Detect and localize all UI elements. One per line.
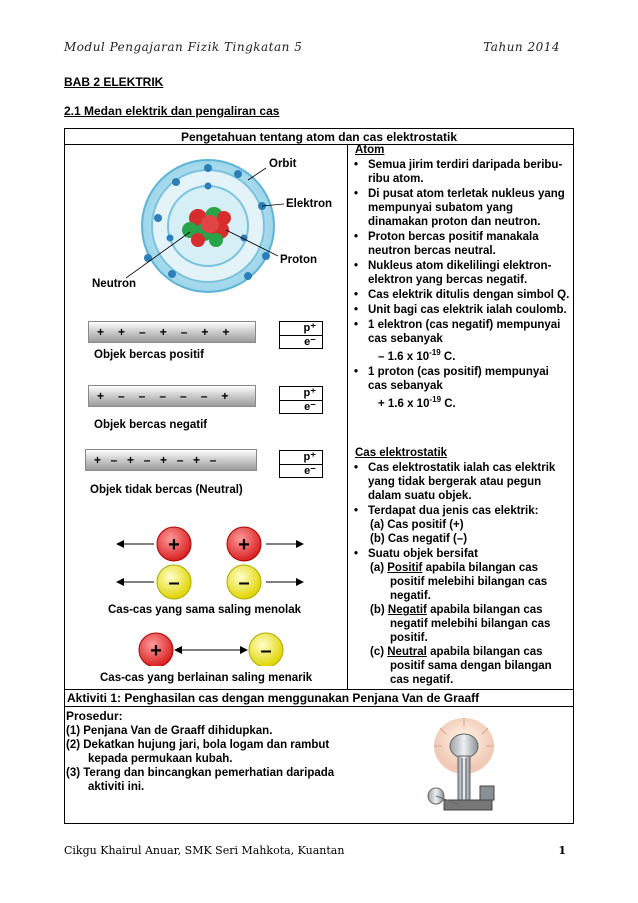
orbit-pointer — [248, 168, 266, 180]
atom-bullets — [352, 158, 570, 412]
list-item: • Cas elektrik ditulis dengan simbol Q. — [352, 288, 570, 302]
plus-sign: + — [238, 534, 250, 556]
orbit-label: Orbit — [269, 158, 297, 170]
list-item: • Proton bercas positif manakala neutron bercas neutral. — [352, 230, 570, 258]
activity-heading: Aktiviti 1: Penghasilan cas dengan menggunakan Penjana Van de Graaff — [64, 689, 574, 707]
list-item: • Semua jirim terdiri daripada beribu-ribu atom. — [352, 158, 570, 186]
electron-cell: e⁻ — [280, 400, 322, 413]
sub-item: (a) Cas positif (+) — [370, 519, 464, 531]
repel-caption: Cas-cas yang sama saling menolak — [108, 604, 302, 616]
pe-table — [279, 450, 323, 478]
negative-object-caption: Objek bercas negatif — [94, 419, 208, 431]
electron-cell: e⁻ — [280, 335, 322, 348]
repel-negative-row — [118, 565, 302, 599]
list-item: • Di pusat atom terletak nukleus yang mempunyai subatom yang dinamakan proton dan neutron. — [352, 187, 570, 229]
footer-author: Cikgu Khairul Anuar, SMK Seri Mahkota, Kuantan — [64, 844, 345, 857]
neutral-object-bar: + – + – + – + – — [85, 449, 257, 471]
van-de-graaff-image — [420, 716, 510, 820]
charges-diagram — [100, 518, 330, 666]
list-item: • Cas elektrostatik ialah cas elektrik yang tidak bergerak atau pegun dalam suatu objek. — [352, 461, 570, 503]
electron-charge-value: – 1.6 x $10^{-19}$ C. — [378, 348, 456, 363]
positive-object-caption: Objek bercas positif — [94, 349, 204, 361]
positive-object-bar: + + – + – + + — [88, 321, 256, 343]
list-item: • Suatu objek bersifat (a) Positif apabila bilangan cas positif melebihi bilangan cas negatif. (b) Negatif apabila bilangan cas negatif melebihi bilangan cas positif. (c) Neutral apabila bilangan cas positif sama dengan bilangan cas negatif. — [352, 547, 570, 687]
step-item: (1) Penjana Van de Graaff dihidupkan. — [66, 725, 273, 737]
proton-cell: p⁺ — [303, 451, 316, 463]
step-item: (2) Dekatkan hujung jari, bola logam dan rambut kepada permukaan kubah. — [66, 739, 330, 765]
proton-charge-value: + 1.6 x $10^{-19}$ C. — [378, 394, 456, 410]
page-number: 1 — [558, 844, 566, 857]
negative-object-bar: + – – – – – + — [88, 385, 256, 407]
atom-diagram — [66, 146, 346, 296]
attract-caption: Cas-cas yang berlainan saling menarik — [100, 672, 313, 684]
list-item: • Terdapat dua jenis cas elektrik: (a) Cas positif (+) (b) Cas negatif (–) — [352, 504, 570, 546]
electron-label: Elektron — [286, 198, 333, 210]
list-item — [352, 365, 570, 411]
minus-sign: – — [260, 640, 272, 662]
proton-label: Proton — [280, 254, 318, 266]
repel-positive-row — [118, 527, 302, 561]
step-item: (3) Terang dan bincangkan pemerhatian daripada aktiviti ini. — [66, 767, 335, 793]
sub-item: (b) Negatif apabila bilangan cas negatif melebihi bilangan cas positif. — [370, 604, 551, 644]
procedure-title: Prosedur: — [66, 709, 123, 723]
sub-item: (c) Neutral apabila bilangan cas positif sama dengan bilangan cas negatif. — [370, 646, 552, 686]
neutron-label: Neutron — [92, 278, 137, 290]
atom-title: Atom — [355, 144, 385, 156]
list-item — [352, 318, 570, 364]
plus-sign: + — [150, 640, 162, 662]
minus-sign: – — [238, 572, 250, 594]
chapter-title: BAB 2 ELEKTRIK — [64, 75, 164, 89]
header-year: Tahun 2014 — [483, 40, 560, 54]
neutral-object-caption: Objek tidak bercas (Neutral) — [90, 484, 243, 496]
plus-sign: + — [168, 534, 180, 556]
sub-item: (b) Cas negatif (–) — [370, 533, 468, 545]
section-title: 2.1 Medan elektrik dan pengaliran cas — [64, 104, 280, 118]
pe-table — [279, 321, 323, 349]
electron-cell: e⁻ — [280, 464, 322, 477]
electron-charge-text: 1 elektron (cas negatif) mempunyai cas sebanyak — [368, 319, 561, 345]
table-heading: Pengetahuan tentang atom dan cas elektrostatik — [64, 128, 574, 145]
sub-item: (a) Positif apabila bilangan cas positif melebihi bilangan cas negatif. — [370, 562, 548, 602]
proton-cell: p⁺ — [303, 387, 316, 399]
list-item: • Nukleus atom dikelilingi elektron-elektron yang bercas negatif. — [352, 259, 570, 287]
header-title: Modul Pengajaran Fizik Tingkatan 5 — [64, 40, 303, 54]
minus-sign: – — [168, 572, 180, 594]
electrostatic-title: Cas elektrostatik — [355, 447, 448, 459]
proton-charge-text: 1 proton (cas positif) mempunyai cas sebanyak — [368, 365, 549, 392]
procedure-steps — [66, 724, 336, 794]
list-item: • Unit bagi cas elektrik ialah coulomb. — [352, 303, 570, 317]
pe-table — [279, 386, 323, 414]
proton-cell: p⁺ — [303, 322, 316, 334]
electrostatic-bullets — [352, 461, 570, 688]
